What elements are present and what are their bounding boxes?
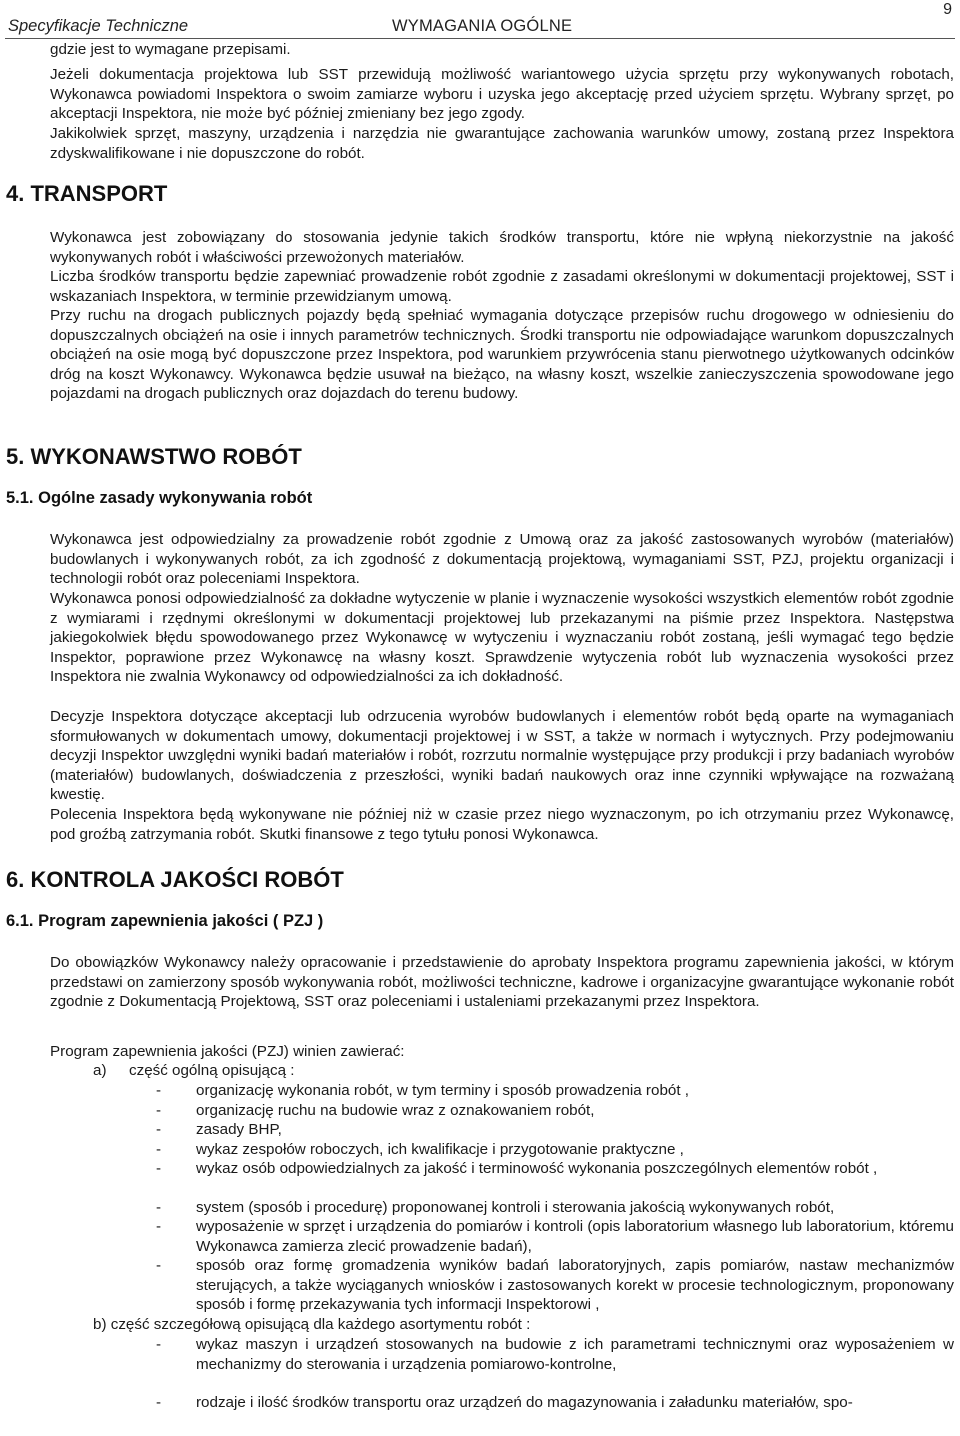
- paragraph-pzj-duty: Do obowiązków Wykonawcy należy opracowanie i przedstawienie do aprobaty Inspektora programu zapewnienia jakości, w którym przedstawi on zamierzony sposób wykonywania robót, możliwości techniczne, kadrowe i organizacyjne gwarantujące wykonanie robót zgodnie z Dokumentacją Projektową, SST oraz poleceniami i ustaleniami przekazanymi przez Inspektora.: [50, 954, 954, 1011]
- header-section-title: WYMAGANIA OGÓLNE: [392, 17, 573, 35]
- paragraph-setting-out: Wykonawca ponosi odpowiedzialność za dokładne wytyczenie w planie i wyznaczenie wysokości wszystkich elementów robót zgodnie z wymiarami i rzędnymi określonymi w dokumentacji projektowej lub przekazanymi na piśmie przez Inspektora. Następstwa jakiegokolwiek błędu spowodowanego przez Wykonawcę w wytyczeniu i wyznaczaniu robót zostaną, jeśli wymagać tego będzie Inspektor, poprawione przez Wykonawcę na własny koszt. Sprawdzenie wytyczenia robót lub wyznaczenia wysokości przez Inspektora nie zwalnia Wykonawcy od odpowiedzialności za ich dokładność.: [50, 590, 954, 686]
- paragraph-equipment-variants: Jeżeli dokumentacja projektowa lub SST przewidują możliwość wariantowego użycia sprzętu przy wykonywanych robotach, Wykonawca powiadomi Inspektora o swoim zamiarze wyboru i uzyska jego akceptację przed użyciem sprzętu. Wybrany sprzęt, po akceptacji Inspektora, nie może być później zmieniany bez jego zgody.: [50, 66, 954, 123]
- list-dash: -: [156, 1141, 162, 1158]
- section-heading-quality-control: 6. KONTROLA JAKOŚCI ROBÓT: [6, 867, 344, 892]
- list-item-text: organizację ruchu na budowie wraz z oznakowaniem robót,: [196, 1102, 595, 1119]
- list-dash: -: [156, 1082, 162, 1099]
- paragraph-contractor-responsibility: Wykonawca jest odpowiedzialny za prowadzenie robót zgodnie z Umową oraz za jakość zastosowanych wyrobów (materiałów) budowlanych i wykonywanych robót, za ich zgodność z dokumentacją projektową, wymaganiami SST, PZJ, projektu organizacji i technologii robót oraz poleceniami Inspektora.: [50, 531, 954, 588]
- paragraph-continued: gdzie jest to wymagane przepisami.: [50, 41, 291, 58]
- list-item-text: rodzaje i ilość środków transportu oraz urządzeń do magazynowania i załadunku materiałów, spo-: [196, 1394, 853, 1411]
- list-dash: -: [156, 1102, 162, 1119]
- page-number: 9: [943, 1, 952, 18]
- list-dash: -: [156, 1336, 162, 1353]
- section-heading-works-execution: 5. WYKONAWSTWO ROBÓT: [6, 444, 302, 469]
- list-item-text: system (sposób i procedurę) proponowanej kontroli i sterowania jakością wykonywanych robót,: [196, 1199, 835, 1216]
- list-dash: -: [156, 1394, 162, 1411]
- list-dash: -: [156, 1199, 162, 1216]
- list-item-text: organizację wykonania robót, w tym terminy i sposób prowadzenia robót ,: [196, 1082, 689, 1099]
- page-header: [0, 0, 960, 40]
- paragraph-inspector-decisions: Decyzje Inspektora dotyczące akceptacji lub odrzucenia wyrobów budowlanych i elementów robót będą oparte na wymaganiach sformułowanych w dokumentach umowy, dokumentacji projektowej i w SST, a także w normach i wytycznych. Przy podejmowaniu decyzji Inspektor uwzględni wyniki badań materiałów i robót, rozrzutu normalnie występujące przy produkcji i przy badaniach wyrobów (materiałów) budowlanych, doświadczenia z przeszłości, wyniki badań naukowych oraz inne czynniki wpływające na rozważaną kwestię.: [50, 708, 954, 804]
- paragraph-transport-count: Liczba środków transportu będzie zapewniać prowadzenie robót zgodnie z zasadami określonymi w dokumentacji projektowej, SST i wskazaniach Inspektora, w terminie przewidzianym umową.: [50, 268, 954, 305]
- paragraph-equipment-disqualified: Jakikolwiek sprzęt, maszyny, urządzenia i narzędzia nie gwarantujące zachowania warunków umowy, zostaną przez Inspektora zdyskwalifikowane i nie dopuszczone do robót.: [50, 125, 954, 162]
- list-dash: -: [156, 1257, 162, 1274]
- list-item-text: wykaz maszyn i urządzeń stosowanych na budowie z ich parametrami technicznymi oraz wyposażeniem w mechanizmy do sterowania i urządzenia pomiarowo-kontrolne,: [196, 1336, 954, 1373]
- list-dash: -: [156, 1121, 162, 1138]
- list-item-text: wykaz osób odpowiedzialnych za jakość i terminowość wykonania poszczególnych elementów robót ,: [196, 1160, 878, 1177]
- paragraph-public-roads: Przy ruchu na drogach publicznych pojazdy będą spełniać wymagania dotyczące przepisów ruchu drogowego w odniesieniu do dopuszczalnych obciążeń na osie i innych parametrów technicznych. Środki transportu nie odpowiadające warunkom dopuszczalnych obciążeń na osie mogą być dopuszczone przez Inspektora, pod warunkiem przywrócenia stanu pierwotnego użytkowanych odcinków dróg na koszt Wykonawcy. Wykonawca będzie usuwał na bieżąco, na własny koszt, wszelkie zanieczyszczenia spowodowane jego pojazdami na drogach publicznych oraz dojazdach do terenu budowy.: [50, 307, 954, 403]
- list-label-detailed-part: b) część szczegółową opisującą dla każdego asortymentu robót :: [93, 1316, 531, 1333]
- list-dash: -: [156, 1160, 162, 1177]
- header-divider: [5, 38, 955, 39]
- list-dash: -: [156, 1218, 162, 1235]
- subsection-heading-general-rules: 5.1. Ogólne zasady wykonywania robót: [6, 489, 313, 507]
- list-marker-a: a): [93, 1062, 107, 1079]
- header-document-title: Specyfikacje Techniczne: [8, 17, 189, 35]
- list-item-text: wyposażenie w sprzęt i urządzenia do pomiarów i kontroli (opis laboratorium własnego lub laboratorium, któremu Wykonawca zamierza zlecić prowadzenie badań),: [196, 1218, 954, 1255]
- section-heading-transport: 4. TRANSPORT: [6, 181, 168, 206]
- list-item-text: wykaz zespołów roboczych, ich kwalifikacje i przygotowanie praktyczne ,: [196, 1141, 684, 1158]
- list-item-text: sposób oraz formę gromadzenia wyników badań laboratoryjnych, zapis pomiarów, nastaw mechanizmów sterujących, a także wyciąganych wniosków i zastosowanych korekt w procesie technologicznym, proponowany sposób i formę przekazywania tych informacji Inspektorowi ,: [196, 1257, 954, 1314]
- paragraph-inspector-orders: Polecenia Inspektora będą wykonywane nie później niż w czasie przez niego wyznaczonym, po ich otrzymaniu przez Wykonawcę, pod groźbą zatrzymania robót. Skutki finansowe z tego tytułu ponosi Wykonawca.: [50, 806, 954, 843]
- list-item-text: zasady BHP,: [196, 1121, 282, 1138]
- paragraph-pzj-contents: Program zapewnienia jakości (PZJ) winien zawierać:: [50, 1043, 405, 1060]
- list-label-general-part: część ogólną opisującą :: [129, 1062, 295, 1079]
- subsection-heading-pzj: 6.1. Program zapewnienia jakości ( PZJ ): [6, 912, 324, 930]
- paragraph-transport-means: Wykonawca jest zobowiązany do stosowania jedynie takich środków transportu, które nie wpłyną niekorzystnie na jakość wykonywanych robót i właściwości przewożonych materiałów.: [50, 229, 954, 266]
